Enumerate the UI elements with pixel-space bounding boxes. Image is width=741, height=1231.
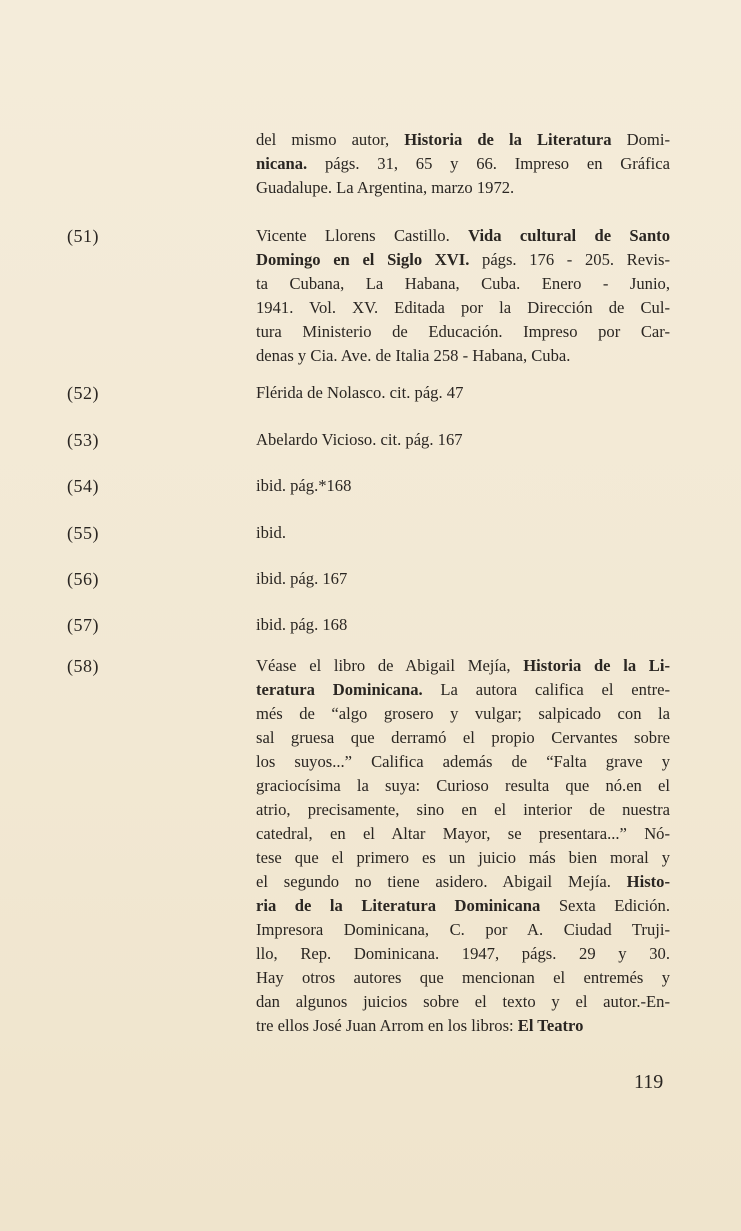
text-run: 1941. Vol. XV. Editada por la Dirección de Cul- xyxy=(256,298,670,317)
text-run: tese que el primero es un juicio más bien moral y xyxy=(256,848,670,867)
bold-title-run: Histo- xyxy=(626,872,670,891)
bold-title-run: Historia de la Literatura xyxy=(404,130,612,149)
text-line xyxy=(256,521,670,545)
text-run: ibid. pág.*168 xyxy=(256,476,352,495)
text-run: págs. 176 - 205. Revis- xyxy=(469,250,670,269)
text-line xyxy=(256,678,670,702)
text-line xyxy=(256,613,670,637)
footnote-number: (52) xyxy=(67,383,99,403)
text-line xyxy=(256,320,670,344)
text-run: págs. 31, 65 y 66. Impreso en Gráfica xyxy=(307,154,670,173)
text-line xyxy=(256,870,670,894)
text-line xyxy=(256,966,670,990)
note-text xyxy=(256,381,670,405)
text-run: més de “algo grosero y vulgar; salpicado con la xyxy=(256,704,670,723)
text-line xyxy=(256,474,670,498)
text-run: los suyos...” Califica además de “Falta grave y xyxy=(256,752,670,771)
note-text xyxy=(256,654,670,1038)
text-run: tura Ministerio de Educación. Impreso por Car- xyxy=(256,322,670,341)
text-line xyxy=(256,990,670,1014)
bold-title-run: El Teatro xyxy=(517,1016,584,1035)
footnote-number: (57) xyxy=(67,615,99,635)
text-line xyxy=(256,381,670,405)
text-line xyxy=(256,567,670,591)
text-run: del mismo autor, xyxy=(256,130,405,149)
text-run: tre ellos José Juan Arrom en los libros: xyxy=(256,1016,518,1035)
text-run: llo, Rep. Dominicana. 1947, págs. 29 y 30. xyxy=(256,944,670,963)
text-run: Domi- xyxy=(611,130,670,149)
text-line xyxy=(256,822,670,846)
text-run: sal gruesa que derramó el propio Cervantes sobre xyxy=(256,728,670,747)
text-run: ibid. pág. 168 xyxy=(256,615,348,634)
text-run: Sexta Edición. xyxy=(540,896,670,915)
bold-title-run: nicana. xyxy=(256,154,308,173)
bold-title-run: teratura Dominicana. xyxy=(256,680,423,699)
text-run: graciocísima la suya: Curioso resulta que nó.en el xyxy=(256,776,670,795)
text-run: atrio, precisamente, sino en el interior de nuestra xyxy=(256,800,670,819)
text-run: Véase el libro de Abigail Mejía, xyxy=(256,656,524,675)
text-run: catedral, en el Altar Mayor, se presentara...” Nó- xyxy=(256,824,670,843)
text-line xyxy=(256,272,670,296)
text-run: Hay otros autores que mencionan el entremés y xyxy=(256,968,670,987)
footnote-number: (55) xyxy=(67,523,99,543)
text-line xyxy=(256,248,670,272)
text-line xyxy=(256,798,670,822)
text-run: ibid. pág. 167 xyxy=(256,569,348,588)
bold-title-run: Domingo en el Siglo XVI. xyxy=(256,250,470,269)
text-line xyxy=(256,942,670,966)
text-run: Flérida de Nolasco. cit. pág. 47 xyxy=(256,383,464,402)
text-run: dan algunos juicios sobre el texto y el autor.-En- xyxy=(256,992,670,1011)
text-run: Vicente Llorens Castillo. xyxy=(256,226,469,245)
text-run: Guadalupe. La Argentina, marzo 1972. xyxy=(256,178,515,197)
text-run: el segundo no tiene asidero. Abigail Mejía. xyxy=(256,872,627,891)
text-run: ibid. xyxy=(256,523,286,542)
text-line xyxy=(256,750,670,774)
footnote-number: (54) xyxy=(67,476,99,496)
bold-title-run: ria de la Literatura Dominicana xyxy=(256,896,541,915)
note-text xyxy=(256,613,670,637)
text-line xyxy=(256,1014,670,1038)
text-run: denas y Cia. Ave. de Italia 258 - Habana, Cuba. xyxy=(256,346,571,365)
text-run: La autora califica el entre- xyxy=(422,680,670,699)
page-number: 119 xyxy=(634,1071,664,1093)
text-line xyxy=(256,774,670,798)
note-text xyxy=(256,567,670,591)
text-line xyxy=(256,176,670,200)
text-line xyxy=(256,152,670,176)
footnote-number: (56) xyxy=(67,569,99,589)
text-line xyxy=(256,296,670,320)
note-text xyxy=(256,224,670,368)
footnote-number: (53) xyxy=(67,430,99,450)
bold-title-run: Historia de la Li- xyxy=(523,656,670,675)
bold-title-run: Vida cultural de Santo xyxy=(468,226,670,245)
text-run: Impresora Dominicana, C. por A. Ciudad Truji- xyxy=(256,920,670,939)
text-line xyxy=(256,224,670,248)
text-line xyxy=(256,428,670,452)
note-text xyxy=(256,128,670,200)
text-line xyxy=(256,846,670,870)
text-line xyxy=(256,128,670,152)
note-text xyxy=(256,521,670,545)
text-line xyxy=(256,344,670,368)
footnote-number: (58) xyxy=(67,656,99,676)
text-line xyxy=(256,894,670,918)
text-line xyxy=(256,654,670,678)
text-run: ta Cubana, La Habana, Cuba. Enero - Junio, xyxy=(256,274,670,293)
text-line xyxy=(256,702,670,726)
footnote-number: (51) xyxy=(67,226,99,246)
text-line xyxy=(256,918,670,942)
text-line xyxy=(256,726,670,750)
note-text xyxy=(256,474,670,498)
text-run: Abelardo Vicioso. cit. pág. 167 xyxy=(256,430,463,449)
note-text xyxy=(256,428,670,452)
